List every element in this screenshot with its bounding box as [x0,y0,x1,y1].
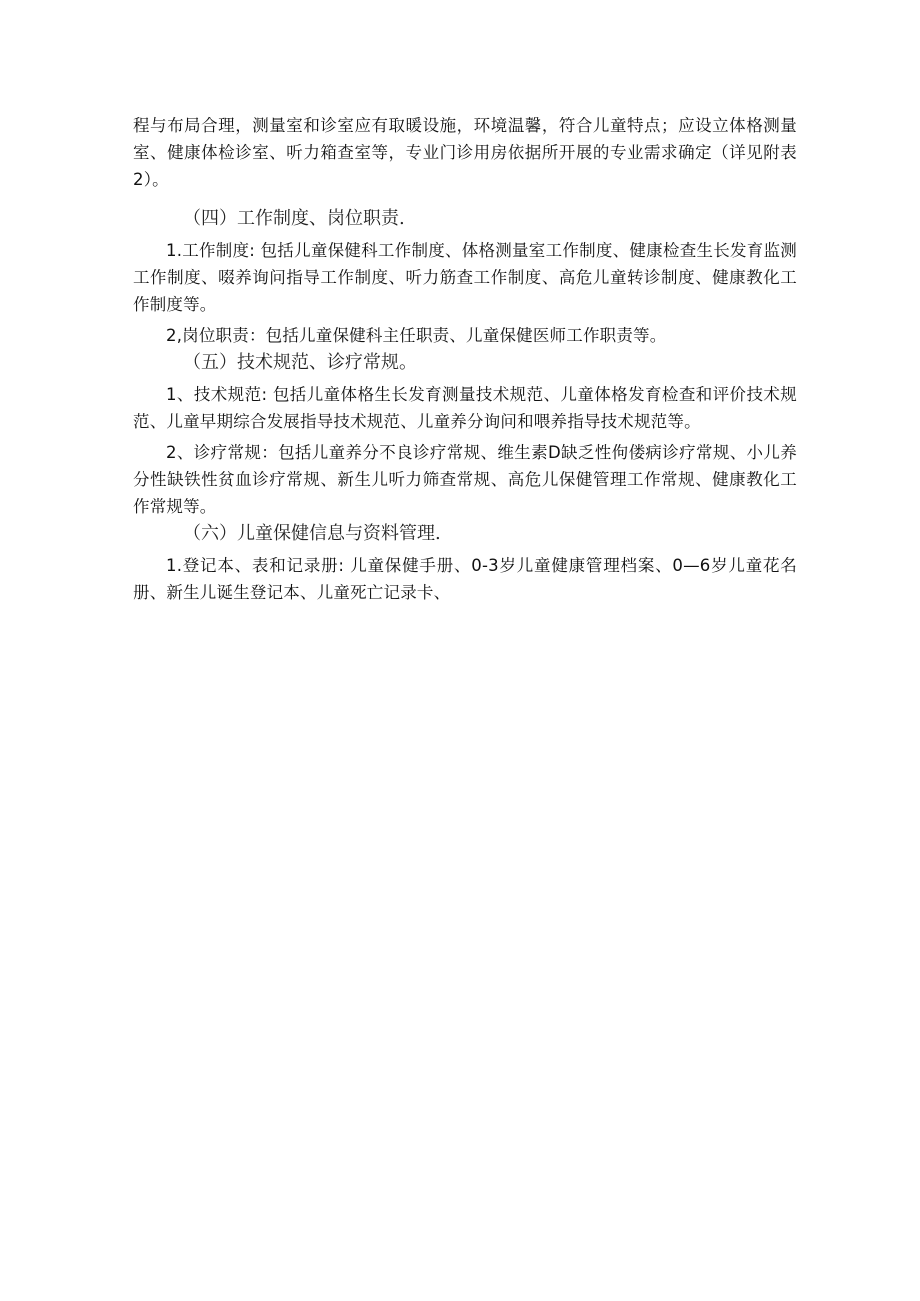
section-heading-4: （四）工作制度、岗位职责. [183,208,405,229]
job-duties-paragraph: 2,岗位职责：包括儿童保健科主任职责、儿童保健医师工作职责等。 [166,326,667,345]
work-system-paragraph: 1.工作制度: 包括儿童保健科工作制度、体格测量室工作制度、健康检查生长发育监测工作制度、啜养询问指导工作制度、听力筋查工作制度、高危儿童转诊制度、健康教化工作制度等。 [133,241,797,314]
section-heading-5: （五）技术规范、诊疗常规。 [183,352,417,373]
section-heading-6: （六）儿童保健信息与资料管理. [183,523,441,544]
intro-paragraph: 程与布局合理，测量室和诊室应有取暖设施，环境温馨，符合儿童特点；应设立体格测量室、健康体检诊室、听力箱查室等，专业门诊用房依据所开展的专业需求确定（详见附表2）。 [133,116,797,189]
document-page [133,112,797,606]
records-paragraph: 1.登记本、表和记录册: 儿童保健手册、0-3岁儿童健康管理档案、0—6岁儿童花名册、新生儿诞生登记本、儿童死亡记录卡、 [133,556,797,602]
spacer [133,193,797,205]
technical-spec-paragraph: 1、技术规范: 包括儿童体格生长发育测量技术规范、儿童体格发育检查和评价技术规范、儿童早期综合发展指导技术规范、儿童养分询问和喂养指导技术规范等。 [133,385,797,431]
clinical-routine-paragraph: 2、诊疗常规：包括儿童养分不良诊疗常规、维生素D缺乏性佝偻病诊疗常规、小儿养分性缺铁性贫血诊疗常规、新生儿听力筛查常规、高危儿保健管理工作常规、健康教化工作常规等。 [133,443,797,516]
